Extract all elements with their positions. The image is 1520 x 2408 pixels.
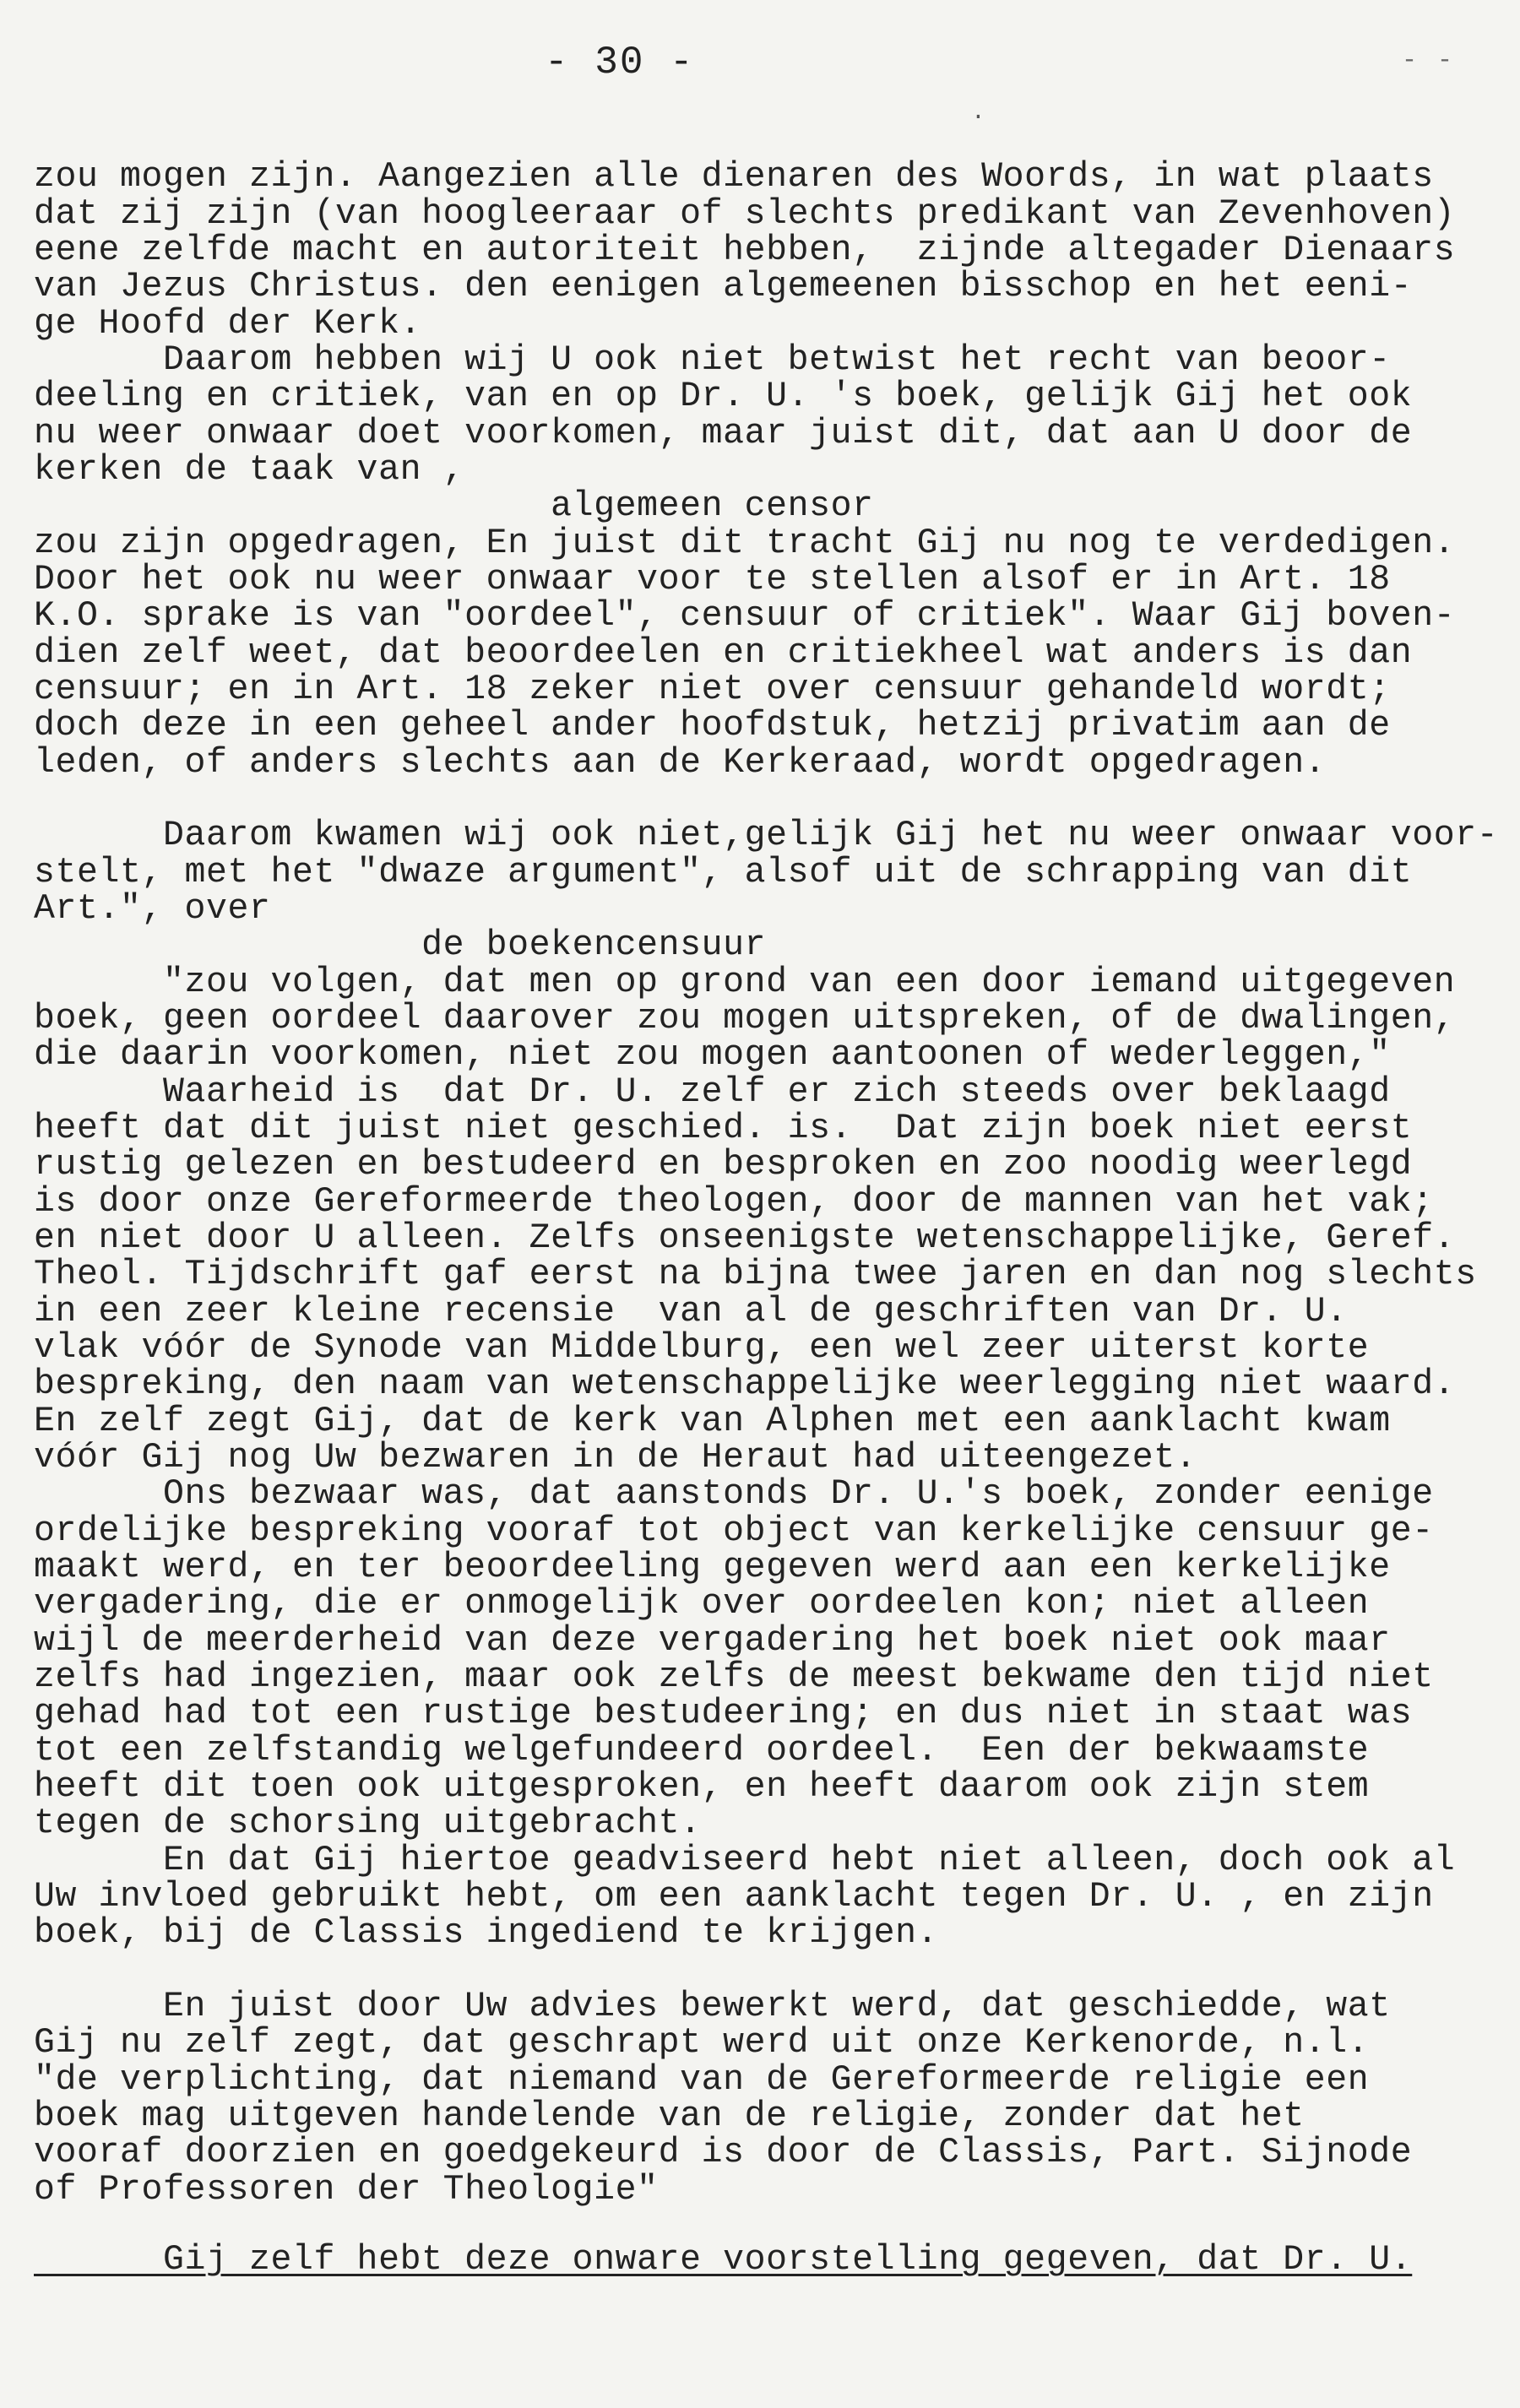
text-line: in een zeer kleine recensie van al de geschriften van Dr. U. [34,1292,1348,1331]
text-line: nu weer onwaar doet voorkomen, maar juist dit, dat aan U door de [34,414,1413,453]
text-line: vooraf doorzien en goedgekeurd is door de Classis, Part. Sijnode [34,2133,1413,2172]
text-line: Ons bezwaar was, dat aanstonds Dr. U.'s boek, zonder eenige [34,1474,1434,1514]
text-line: dien zelf weet, dat beoordeelen en critiekheel wat anders is dan [34,633,1413,673]
text-line: gehad had tot een rustige bestudeering; en dus niet in staat was [34,1694,1413,1733]
text-line: "de verplichting, dat niemand van de Gereformeerde religie een [34,2060,1370,2100]
text-line: Waarheid is dat Dr. U. zelf er zich steeds over beklaagd [34,1072,1391,1112]
text-line: tegen de schorsing uitgebracht. [34,1803,702,1843]
corner-mark: - - [1402,46,1456,75]
text-line: vlak vóór de Synode van Middelburg, een wel zeer uiterst korte [34,1328,1370,1368]
text-line: de boekencensuur [34,925,767,965]
text-line: of Professoren der Theologie" [34,2170,659,2210]
text-line: deeling en critiek, van en op Dr. U. 's boek, gelijk Gij het ook [34,377,1413,416]
text-line: ordelijke bespreking vooraf tot object van kerkelijke censuur ge- [34,1511,1434,1551]
page-number: - 30 - [545,41,695,84]
text-line: boek mag uitgeven handelende van de religie, zonder dat het [34,2096,1305,2136]
text-line: algemeen censor [34,486,874,526]
text-line: zelfs had ingezien, maar ook zelfs de meest bekwame den tijd niet [34,1657,1434,1697]
text-line: leden, of anders slechts aan de Kerkeraad, wordt opgedragen. [34,743,1327,783]
text-line: ge Hoofd der Kerk. [34,304,422,344]
text-line: die daarin voorkomen, niet zou mogen aantoonen of wederleggen," [34,1035,1391,1075]
text-line: Daarom hebben wij U ook niet betwist het recht van beoor- [34,340,1391,380]
text-line: En juist door Uw advies bewerkt werd, dat geschiedde, wat [34,1987,1391,2026]
text-line: rustig gelezen en bestudeerd en besproken en zoo noodig weerlegd [34,1145,1413,1185]
text-line: stelt, met het "dwaze argument", alsof uit de schrapping van dit [34,853,1413,892]
text-line: tot een zelfstandig welgefundeerd oordeel. Een der bekwaamste [34,1731,1370,1771]
text-line: Gij nu zelf zegt, dat geschrapt werd uit onze Kerkenorde, n.l. [34,2023,1370,2063]
text-line: Daarom kwamen wij ook niet,gelijk Gij het nu weer onwaar voor- [34,816,1499,855]
text-line: censuur; en in Art. 18 zeker niet over censuur gehandeld wordt; [34,670,1391,709]
text-line: zou zijn opgedragen, En juist dit tracht Gij nu nog te verdedigen. [34,523,1456,563]
text-line: zou mogen zijn. Aangezien alle dienaren des Woords, in wat plaats [34,157,1434,197]
text-line: En zelf zegt Gij, dat de kerk van Alphen met een aanklacht kwam [34,1402,1391,1441]
text-line: Theol. Tijdschrift gaf eerst na bijna twee jaren en dan nog slechts [34,1255,1477,1294]
text-line: Door het ook nu weer onwaar voor te stellen alsof er in Art. 18 [34,560,1391,599]
text-line: K.O. sprake is van "oordeel", censuur of critiek". Waar Gij boven- [34,596,1456,636]
text-line: En dat Gij hiertoe geadviseerd hebt niet alleen, doch ook al [34,1841,1456,1880]
text-line: vergadering, die er onmogelijk over oordeelen kon; niet alleen [34,1584,1370,1624]
text-line: heeft dit toen ook uitgesproken, en heeft daarom ook zijn stem [34,1767,1370,1807]
text-line: vóór Gij nog Uw bezwaren in de Heraut had uiteengezet. [34,1438,1197,1478]
text-line: eene zelfde macht en autoriteit hebben, zijnde altegader Dienaars [34,230,1456,270]
text-line: maakt werd, en ter beoordeeling gegeven werd aan een kerkelijke [34,1548,1391,1587]
text-line: is door onze Gereformeerde theologen, door de mannen van het vak; [34,1182,1434,1222]
text-line: dat zij zijn (van hoogleeraar of slechts predikant van Zevenhoven) [34,194,1456,234]
text-line: kerken de taak van , [34,450,465,490]
text-line: Gij zelf hebt deze onware voorstelling gegeven, dat Dr. U. [34,2240,1413,2280]
text-line: Art.", over [34,889,271,929]
text-line: en niet door U alleen. Zelfs onseenigste wetenschappelijke, Geref. [34,1218,1456,1258]
text-line: heeft dat dit juist niet geschied. is. Dat zijn boek niet eerst [34,1109,1413,1148]
text-line: boek, bij de Classis ingediend te krijgen. [34,1913,939,1953]
text-line: bespreking, den naam van wetenschappelijke weerlegging niet waard. [34,1364,1456,1404]
text-line: "zou volgen, dat men op grond van een door iemand uitgegeven [34,963,1456,1002]
text-line: wijl de meerderheid van deze vergadering het boek niet ook maar [34,1621,1391,1661]
text-line: Uw invloed gebruikt hebt, om een aanklacht tegen Dr. U. , en zijn [34,1877,1434,1917]
text-line: van Jezus Christus. den eenigen algemeenen bisschop en het eeni- [34,267,1413,306]
stray-mark: . [971,100,985,126]
text-line: doch deze in een geheel ander hoofdstuk, hetzij privatim aan de [34,706,1391,746]
text-line: boek, geen oordeel daarover zou mogen uitspreken, of de dwalingen, [34,999,1456,1039]
